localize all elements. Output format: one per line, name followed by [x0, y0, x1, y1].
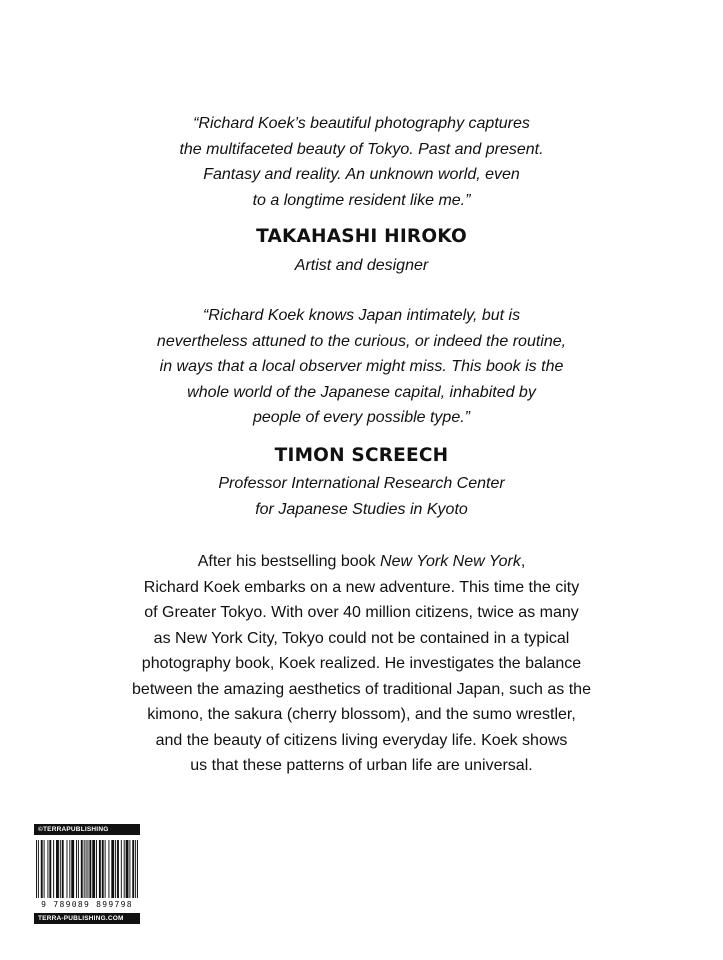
quote-screech [60, 303, 663, 431]
barcode-bar [86, 840, 87, 898]
barcode-bar [92, 840, 95, 898]
barcode-bar [84, 840, 85, 898]
barcode-bar [96, 840, 97, 898]
blurb-line: of Greater Tokyo. With over 40 million citizens, twice as many [144, 604, 579, 621]
barcode-bar [137, 840, 138, 898]
blurb-line: kimono, the sakura (cherry blossom), and the sumo wrestler, [147, 706, 576, 723]
barcode-bar [56, 840, 59, 898]
barcode-bar [132, 840, 134, 898]
barcode-bar [87, 840, 88, 898]
quote-line: nevertheless attuned to the curious, or indeed the routine, [156, 332, 567, 350]
blurb-line: and the beauty of citizens living everyday life. Koek shows [155, 731, 568, 749]
barcode-bar [81, 840, 83, 898]
blurb-line: as New York City, Tokyo could not be contained in a typical [153, 629, 570, 647]
quote-line: to a longtime resident like me.” [252, 191, 471, 209]
barcode-bar [89, 840, 91, 898]
barcode-bar [115, 840, 116, 898]
quote-author: TIMON SCREECH [274, 445, 449, 466]
quote-author: TAKAHASHI HIROKO [256, 226, 467, 247]
barcode-bar [62, 840, 64, 898]
quote-line: whole world of the Japanese capital, inhabited by [187, 383, 536, 401]
barcode-bars [36, 840, 138, 898]
barcode-bar [41, 840, 43, 898]
blurb-line: Richard Koek embarks on a new adventure. This time the city [143, 578, 580, 596]
isbn-digits: 9 789089 899798 [41, 900, 133, 909]
barcode-bar [102, 840, 104, 898]
quote-line: in ways that a local observer might miss. This book is the [159, 358, 564, 375]
barcode-bar [111, 840, 114, 898]
barcode-bar [124, 840, 125, 898]
barcode-bar [105, 840, 106, 898]
role-line: for Japanese Studies in Kyoto [255, 500, 468, 518]
blurb-line: photography book, Koek realized. He investigates the balance [141, 655, 582, 672]
barcode-bar [36, 840, 37, 898]
barcode-bar [69, 840, 70, 898]
barcode-bar [78, 840, 79, 898]
quote-line: Fantasy and reality. An unknown world, even [203, 166, 520, 183]
blurb-line: us that these patterns of urban life are universal. [190, 757, 533, 774]
barcode-bar [71, 840, 74, 898]
barcode-bar [121, 840, 122, 898]
author-role [60, 471, 663, 522]
barcode-bar [38, 840, 39, 898]
quote-takahashi [60, 111, 663, 213]
barcode-bar [60, 840, 61, 898]
barcode-bar [99, 840, 101, 898]
barcode-bar [47, 840, 48, 898]
quote-line: people of every possible type.” [252, 409, 470, 426]
quote-line: the multifaceted beauty of Tokyo. Past and present. [179, 140, 544, 158]
barcode-bar [135, 840, 136, 898]
publisher-copyright-label: ©TERRAPUBLISHING [34, 824, 140, 835]
role-line: Professor International Research Center [218, 475, 505, 492]
book-description [40, 549, 683, 779]
barcode-bar [67, 840, 68, 898]
barcode-bar [126, 840, 129, 898]
barcode-bar [53, 840, 54, 898]
quote-line: “Richard Koek’s beautiful photography captures [193, 115, 530, 132]
blurb-line: between the amazing aesthetics of traditional Japan, such as the [132, 680, 591, 698]
blurb-line [40, 549, 683, 575]
quote-line: “Richard Koek knows Japan intimately, but is [202, 307, 521, 324]
barcode-bar [129, 840, 130, 898]
barcode-bar [117, 840, 119, 898]
barcode-bar [108, 840, 109, 898]
blurb-text: After his bestselling book [197, 553, 381, 570]
author-role [60, 253, 663, 279]
role-line: Artist and designer [294, 257, 429, 274]
publisher-website-label: TERRA-PUBLISHING.COM [34, 913, 140, 924]
barcode-bar [44, 840, 45, 898]
blurb-text: , [520, 553, 526, 570]
barcode-bar [76, 840, 77, 898]
book-title: New York New York [380, 553, 521, 570]
isbn-barcode [34, 824, 140, 924]
barcode-bar [49, 840, 51, 898]
